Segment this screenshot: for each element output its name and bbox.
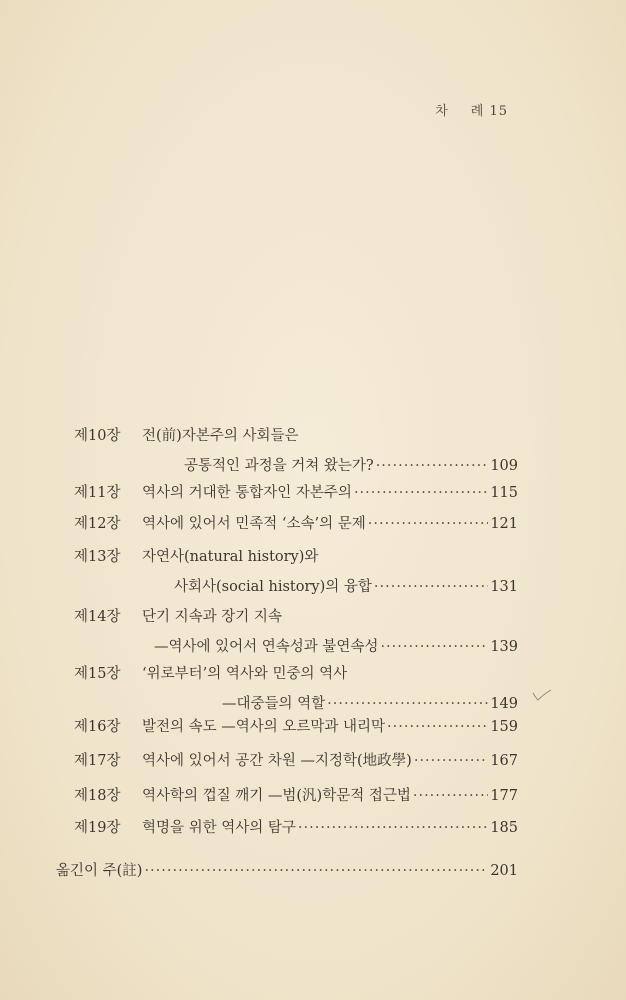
chapter-title: 역사에 있어서 민족적 ‘소속’의 문제 xyxy=(142,516,366,532)
toc-entry-ch13 xyxy=(74,546,518,598)
page-number: 201 xyxy=(490,863,518,879)
toc-entry-ch17 xyxy=(74,750,518,772)
page-number: 115 xyxy=(490,485,518,501)
toc-entry-ch10 xyxy=(74,425,518,477)
toc-entry-ch11 xyxy=(74,482,518,504)
afterword-label: 옮긴이 주(註) xyxy=(56,863,143,879)
leader-dots xyxy=(327,693,488,715)
leader-dots xyxy=(298,817,488,839)
chapter-number: 제19장 xyxy=(74,820,121,836)
page-number: 121 xyxy=(490,516,518,532)
toc-entry-ch12 xyxy=(74,513,518,535)
chapter-number: 제12장 xyxy=(74,516,121,532)
chapter-subtitle: —역사에 있어서 연속성과 불연속성 xyxy=(154,639,379,655)
chapter-title: 발전의 속도 —역사의 오르막과 내리막 xyxy=(142,719,386,735)
chapter-title: 역사의 거대한 통합자인 자본주의 xyxy=(142,485,352,501)
page-number: 167 xyxy=(490,753,518,769)
header-word-2: 례 xyxy=(470,104,485,119)
chapter-number: 제15장 xyxy=(74,666,121,682)
page-number: 139 xyxy=(490,639,518,655)
page-number: 177 xyxy=(490,788,518,804)
toc-entry-ch14 xyxy=(74,606,518,658)
chapter-number: 제13장 xyxy=(74,549,121,565)
chapter-number: 제17장 xyxy=(74,753,121,769)
toc-entry-ch18 xyxy=(74,785,518,807)
page-number: 185 xyxy=(490,820,518,836)
pencil-check-mark-icon xyxy=(532,688,552,702)
chapter-number: 제16장 xyxy=(74,719,121,735)
leader-dots xyxy=(387,716,488,738)
leader-dots xyxy=(144,860,488,882)
page-number: 131 xyxy=(490,579,518,595)
toc-entry-ch19 xyxy=(74,817,518,839)
chapter-title-line2: 공통적인 과정을 거쳐 왔는가? xyxy=(184,458,374,474)
chapter-title-cont xyxy=(184,455,518,477)
header-page-number: 15 xyxy=(489,104,508,119)
chapter-title: 역사학의 껍질 깨기 —범(汎)학문적 접근법 xyxy=(142,788,411,804)
chapter-number: 제14장 xyxy=(74,609,121,625)
chapter-number: 제10장 xyxy=(74,428,121,444)
chapter-title: 혁명을 위한 역사의 탐구 xyxy=(142,820,296,836)
leader-dots xyxy=(376,455,489,477)
page-number: 149 xyxy=(490,696,518,712)
leader-dots xyxy=(380,636,488,658)
leader-dots xyxy=(374,576,488,598)
chapter-title: 역사에 있어서 공간 차원 —지정학(地政學) xyxy=(142,753,412,769)
leader-dots xyxy=(368,513,489,535)
chapter-subtitle: —대중들의 역할 xyxy=(222,696,326,712)
chapter-title: 단기 지속과 장기 지속 xyxy=(142,609,282,625)
header-word-1: 차 xyxy=(435,104,449,119)
chapter-title: 자연사(natural history)와 xyxy=(142,549,319,565)
chapter-title: 전(前)자본주의 사회들은 xyxy=(142,428,299,444)
chapter-title-line2: 사회사(social history)의 융합 xyxy=(174,579,372,595)
chapter-title: ‘위로부터’의 역사와 민중의 역사 xyxy=(142,666,348,682)
chapter-number: 제18장 xyxy=(74,788,121,804)
page-number: 109 xyxy=(490,458,518,474)
leader-dots xyxy=(354,482,488,504)
leader-dots xyxy=(413,785,488,807)
page-number: 159 xyxy=(490,719,518,735)
toc-entry-translator-notes xyxy=(56,860,518,882)
toc-entry-ch15 xyxy=(74,663,518,715)
toc-entry-ch16 xyxy=(74,716,518,738)
running-header xyxy=(435,100,508,119)
leader-dots xyxy=(414,750,488,772)
chapter-number: 제11장 xyxy=(74,485,121,501)
